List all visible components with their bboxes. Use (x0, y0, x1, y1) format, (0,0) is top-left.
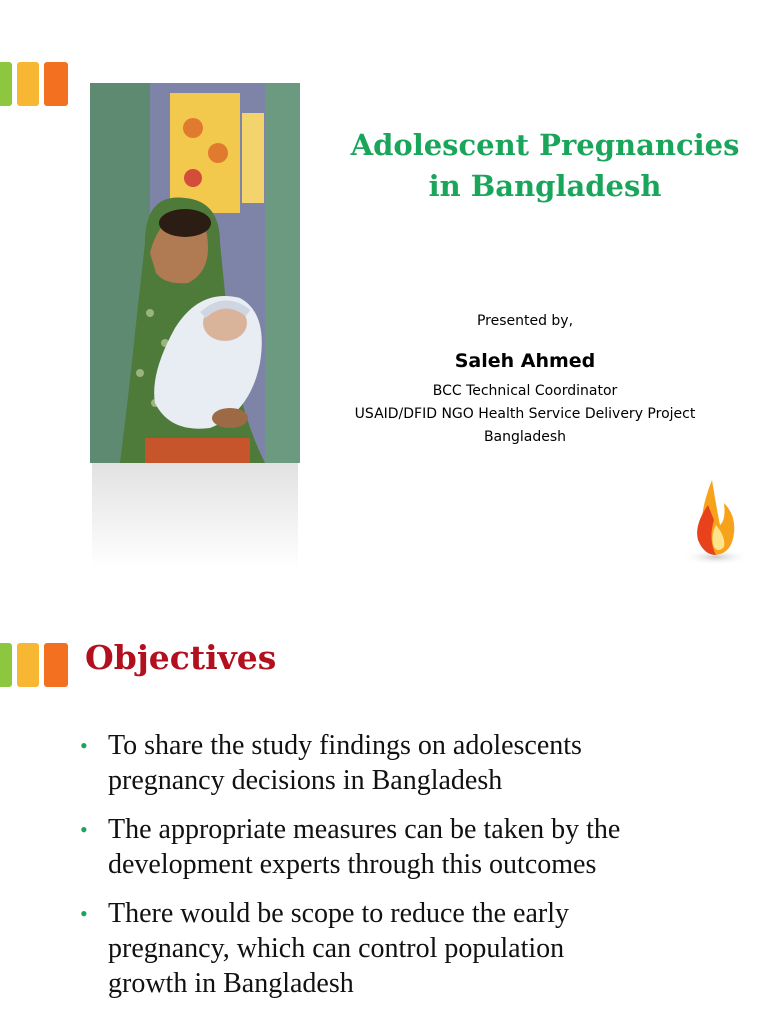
yellow-block (17, 643, 39, 687)
presenter-affiliation (330, 380, 720, 449)
slide-divider (0, 580, 768, 600)
green-block (0, 62, 12, 106)
list-item (78, 728, 738, 798)
bullet-icon: • (80, 817, 88, 842)
bullet-line: pregnancy decisions in Bangladesh (108, 765, 503, 796)
list-item (78, 812, 738, 882)
title-line-1: Adolescent Pregnancies (350, 128, 740, 162)
bullet-line: The appropriate measures can be taken by the (108, 814, 621, 845)
affiliation-project: USAID/DFID NGO Health Service Delivery Project (354, 406, 696, 422)
presenter-name: Saleh Ahmed (454, 350, 596, 372)
affiliation-role: BCC Technical Coordinator (432, 383, 618, 399)
accent-blocks (0, 62, 70, 106)
photo-reflection (92, 463, 298, 568)
bullet-line: development experts through this outcomes (108, 849, 597, 880)
title-line-2: in Bangladesh (428, 169, 662, 203)
accent-blocks (0, 643, 70, 687)
bullet-line: pregnancy, which can control population (108, 933, 565, 964)
slide-title (330, 125, 760, 207)
affiliation-country: Bangladesh (483, 429, 567, 445)
bullet-line: growth in Bangladesh (108, 968, 354, 999)
slide-heading: Objectives (85, 638, 277, 677)
bullet-icon: • (80, 733, 88, 758)
objectives-list (78, 728, 738, 1015)
flame-icon (680, 475, 750, 570)
objectives-slide (0, 600, 768, 1024)
bullet-line: There would be scope to reduce the early (108, 898, 570, 929)
list-item (78, 896, 738, 1001)
green-block (0, 643, 12, 687)
orange-block (44, 62, 68, 106)
bullet-icon: • (80, 901, 88, 926)
presented-by-label: Presented by, (476, 313, 574, 329)
orange-block (44, 643, 68, 687)
mother-with-baby-photo (90, 83, 300, 463)
yellow-block (17, 62, 39, 106)
bullet-line: To share the study findings on adolescents (108, 730, 582, 761)
